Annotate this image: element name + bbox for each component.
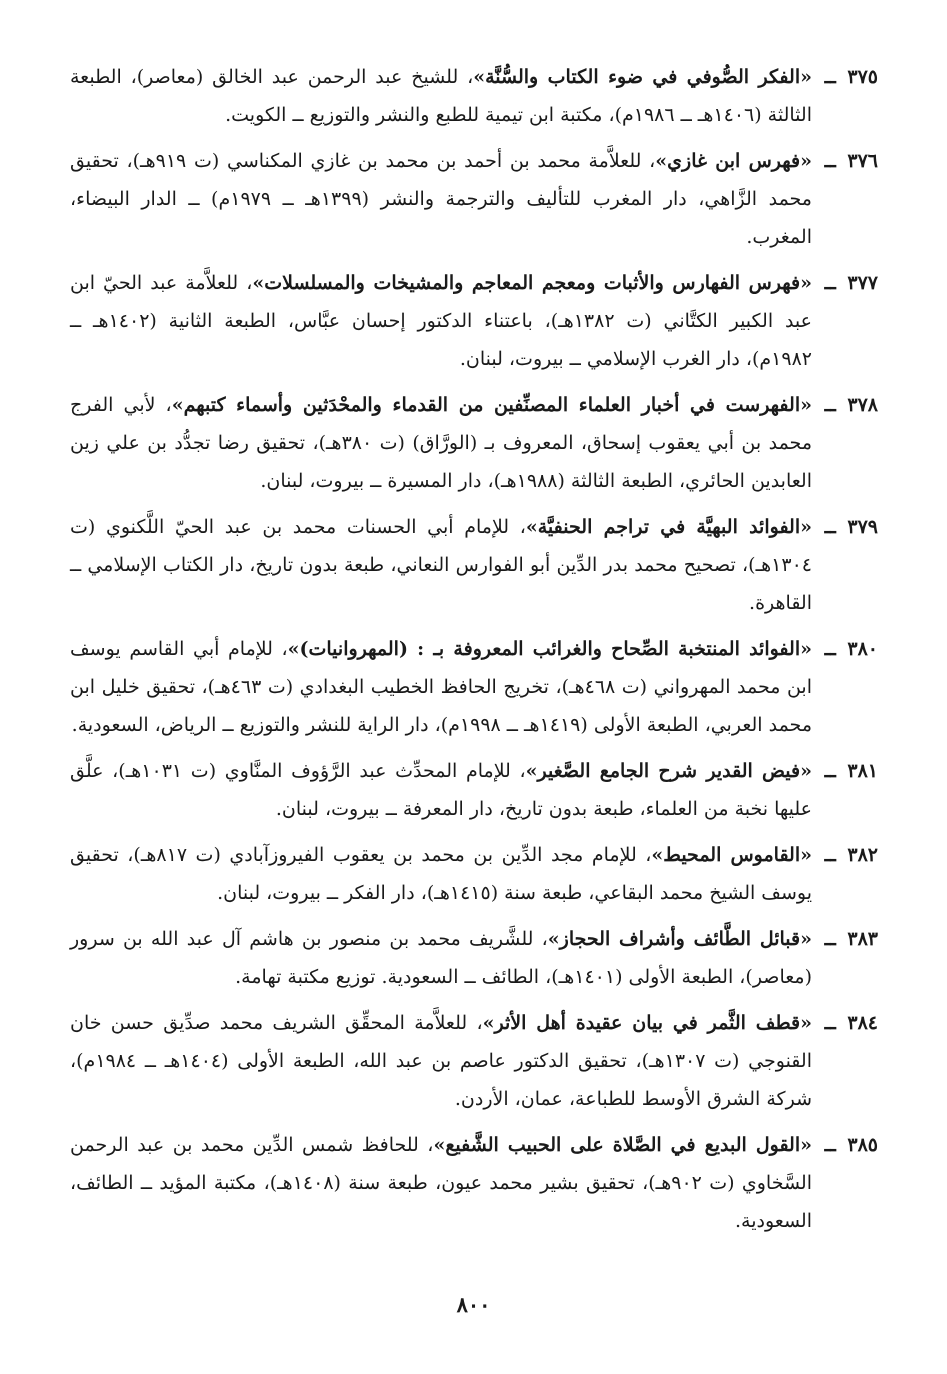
- entry-number: ٣٨٥ ــ: [824, 1134, 878, 1156]
- bibliography-entry: [70, 630, 878, 744]
- entry-text: [70, 142, 812, 256]
- entry-title: «الفوائد المنتخبة الصِّحاح والغرائب المعروفة بـ : (المهروانيات)»: [287, 638, 812, 660]
- entry-body: ، للعلاَّمة محمد بن أحمد بن محمد بن غازي المكناسي (ت ٩١٩هـ)، تحقيق محمد الزَّاهي، دار المغرب للتأليف والترجمة والنشر (١٣٩٩هـ ــ ١٩٧٩م) ــ الدار البيضاء، المغرب.: [70, 150, 812, 248]
- entry-body: ، للإمام مجد الدِّين بن محمد بن يعقوب الفيروزآبادي (ت ٨١٧هـ)، تحقيق يوسف الشيخ محمد البقاعي، طبعة سنة (١٤١٥هـ)، دار الفكر ــ بيروت، لبنان.: [70, 844, 812, 904]
- bibliography-list: [70, 58, 878, 1248]
- entry-text: [70, 1004, 812, 1118]
- entry-title: «فيض القدير شرح الجامع الصَّغير»: [525, 760, 812, 782]
- bibliography-entry: [70, 386, 878, 500]
- entry-title: «الفهرست في أخبار العلماء المصنِّفين من القدماء والمحْدَثين وأسماء كتبهم»: [171, 394, 812, 416]
- entry-body: ، للحافظ شمس الدِّين محمد بن عبد الرحمن السَّخاوي (ت ٩٠٢هـ)، تحقيق بشير محمد عيون، طبعة سنة (١٤٠٨هـ)، مكتبة المؤيد ــ الطائف، السعودية.: [70, 1134, 813, 1232]
- entry-title: «فهرس الفهارس والأثبات ومعجم المعاجم والمشيخات والمسلسلات»: [252, 272, 812, 294]
- entry-number: ٣٨٠ ــ: [824, 638, 878, 660]
- entry-text: [70, 264, 812, 378]
- entry-body: ، للعلاَّمة المحقِّق الشريف محمد صدِّيق حسن خان القنوجي (ت ١٣٠٧هـ)، تحقيق الدكتور عاصم بن عبد الله، الطبعة الأولى (١٤٠٤هـ ــ ١٩٨٤م)، شركة الشرق الأوسط للطباعة، عمان، الأردن.: [70, 1012, 812, 1110]
- page-number: ٨٠٠: [456, 1292, 491, 1317]
- entry-title: «القول البديع في الصَّلاة على الحبيب الشَّفيع»: [433, 1134, 812, 1156]
- entry-text: [70, 836, 812, 912]
- entry-number: ٣٨١ ــ: [824, 760, 878, 782]
- bibliography-entry: [70, 1004, 878, 1118]
- bibliography-entry: [70, 508, 878, 622]
- bibliography-entry: [70, 920, 878, 996]
- entry-body: ، للشيخ عبد الرحمن عبد الخالق (معاصر)، الطبعة الثالثة (١٤٠٦هـ ــ ١٩٨٦م)، مكتبة ابن تيمية للطبع والنشر والتوزيع ــ الكويت.: [70, 66, 812, 126]
- entry-text: [70, 1126, 812, 1240]
- bibliography-entry: [70, 58, 878, 134]
- entry-number: ٣٧٩ ــ: [824, 516, 878, 538]
- entry-text: [70, 386, 812, 500]
- entry-title: «الفوائد البهيَّة في تراجم الحنفيَّة»: [525, 516, 812, 538]
- entry-title: «الفكر الصُّوفي في ضوء الكتاب والسُّنَّة»: [473, 66, 812, 88]
- entry-text: [70, 630, 812, 744]
- bibliography-entry: [70, 752, 878, 828]
- entry-number: ٣٨٢ ــ: [824, 844, 878, 866]
- entry-text: [70, 920, 812, 996]
- entry-body: ، لأبي الفرج محمد بن أبي يعقوب إسحاق، المعروف بـ (الورَّاق) (ت ٣٨٠هـ)، تحقيق رضا تجدُّد بن علي زين العابدين الحائري، الطبعة الثالثة (١٩٨٨هـ)، دار المسيرة ــ بيروت، لبنان.: [70, 394, 812, 492]
- entry-title: «القاموس المحيط»: [651, 844, 812, 866]
- entry-text: [70, 58, 812, 134]
- entry-number: ٣٧٦ ــ: [824, 150, 878, 172]
- entry-title: «قبائل الطَّائف وأشراف الحجاز»: [547, 928, 812, 950]
- entry-body: ، للشَّريف محمد بن منصور بن هاشم آل عبد الله بن سرور (معاصر)، الطبعة الأولى (١٤٠١هـ)، الطائف ــ السعودية. توزيع مكتبة تهامة.: [70, 928, 812, 988]
- entry-text: [70, 508, 812, 622]
- bibliography-entry: [70, 836, 878, 912]
- entry-title: «قطف الثَّمر في بيان عقيدة أهل الأثر»: [482, 1012, 812, 1034]
- entry-number: ٣٨٣ ــ: [824, 928, 878, 950]
- bibliography-entry: [70, 142, 878, 256]
- entry-text: [70, 752, 812, 828]
- entry-number: ٣٧٧ ــ: [824, 272, 878, 294]
- entry-body: ، للعلاَّمة عبد الحيّ ابن عبد الكبير الكتَّاني (ت ١٣٨٢هـ)، باعتناء الدكتور إحسان عبَّاس، الطبعة الثانية (١٤٠٢هـ ــ ١٩٨٢م)، دار الغرب الإسلامي ــ بيروت، لبنان.: [70, 272, 812, 370]
- entry-body: ، للإمام أبي الحسنات محمد بن عبد الحيّ اللَّكنوي (ت ١٣٠٤هـ)، تصحيح محمد بدر الدِّين أبو الفوارس النعاني، طبعة بدون تاريخ، دار الكتاب الإسلامي ــ القاهرة.: [70, 516, 812, 614]
- bibliography-entry: [70, 264, 878, 378]
- entry-number: ٣٨٤ ــ: [824, 1012, 878, 1034]
- bibliography-entry: [70, 1126, 878, 1240]
- entry-body: ، للإمام المحدِّث عبد الرَّؤوف المنَّاوي (ت ١٠٣١هـ)، علَّق عليها نخبة من العلماء، طبعة بدون تاريخ، دار المعرفة ــ بيروت، لبنان.: [70, 760, 812, 820]
- entry-body: ، للإمام أبي القاسم يوسف ابن محمد المهرواني (ت ٤٦٨هـ)، تخريج الحافظ الخطيب البغدادي (ت ٤٦٣هـ)، تحقيق خليل ابن محمد العربي، الطبعة الأولى (١٤١٩هـ ــ ١٩٩٨م)، دار الراية للنشر والتوزيع ــ الرياض، السعودية.: [70, 638, 812, 736]
- entry-number: ٣٧٨ ــ: [824, 394, 878, 416]
- entry-number: ٣٧٥ ــ: [824, 66, 878, 88]
- entry-title: «فهرس ابن غازي»: [655, 150, 812, 172]
